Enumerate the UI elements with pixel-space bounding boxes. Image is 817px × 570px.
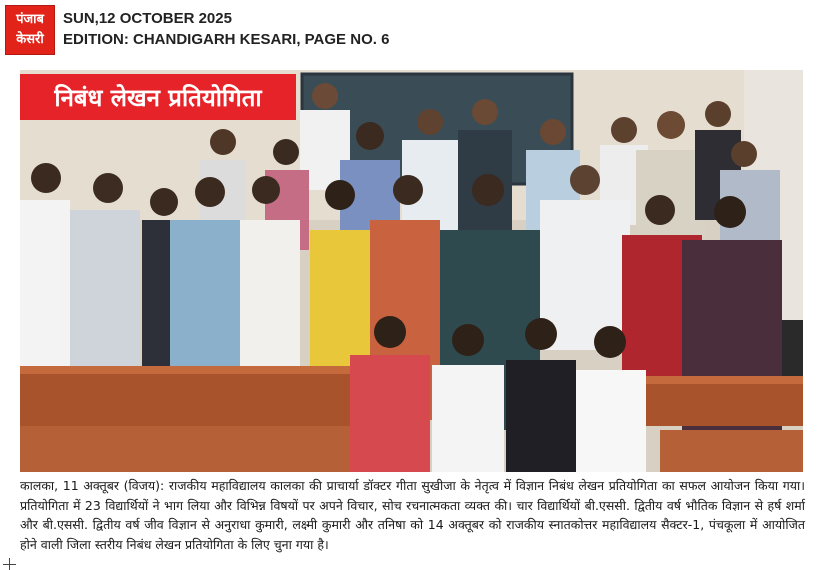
edition-info: EDITION: CHANDIGARH KESARI, PAGE NO. 6 [63, 31, 390, 48]
logo-line-2: केसरी [16, 32, 44, 47]
crosshair-icon [3, 558, 16, 570]
group-photo-illustration [20, 70, 803, 472]
edition-meta [63, 8, 389, 50]
logo-line-1: पंजाब [16, 12, 44, 27]
publication-date: SUN,12 OCTOBER 2025 [63, 10, 232, 27]
group-photo [20, 70, 803, 472]
punjab-kesari-logo [5, 5, 55, 55]
article-body: कालका, 11 अक्तूबर (विजय): राजकीय महाविद्यालय कालका की प्राचार्या डॉक्टर गीता सुखीजा के नेतृत्व में विज्ञान निबंध लेखन प्रतियोगिता का सफल आयोजन किया गया। प्रतियोगिता में 23 विद्यार्थियों ने भाग लिया और विभिन्न विषयों पर अपने विचार, सोच रचनात्मकता व्यक्त की। चार विद्यार्थियों बी.एससी. द्वितीय वर्ष भौतिक विज्ञान से हर्ष शर्मा और बी.एससी. द्वितीय वर्ष जीव विज्ञान से अनुराधा कुमारी, लक्ष्मी कुमारी और तनिषा को 14 अक्तूबर को राजकीय स्नातकोत्तर महाविद्यालय सैक्टर-1, पंचकूला में आयोजित होने वाली जिला स्तरीय निबंध लेखन प्रतियोगिता के लिए चुना गया है। [20, 478, 805, 552]
article-headline: निबंध लेखन प्रतियोगिता [20, 74, 296, 120]
masthead [0, 0, 817, 62]
